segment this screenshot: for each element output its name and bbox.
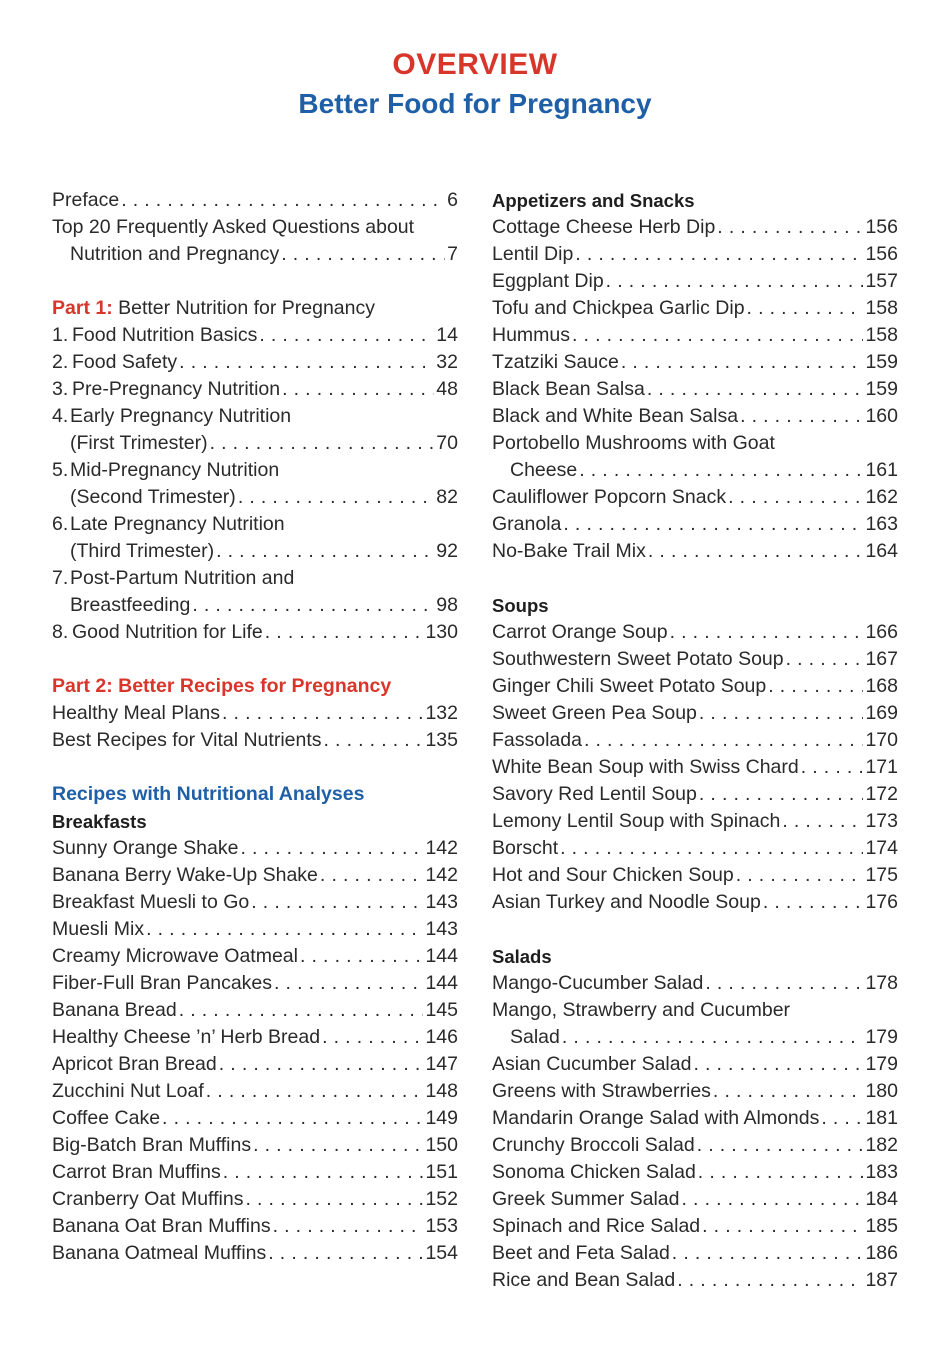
page-number: 152 (425, 1188, 458, 1210)
entry-title: Sweet Green Pea Soup (492, 702, 697, 724)
entry-title: Hot and Sour Chicken Soup (492, 864, 734, 886)
entry-title: Asian Turkey and Noodle Soup (492, 891, 761, 913)
dot-leader (677, 1267, 863, 1294)
dot-leader (563, 511, 863, 538)
toc-entry[interactable] (492, 1186, 898, 1213)
page-number: 149 (425, 1107, 458, 1129)
page-number: 159 (865, 351, 898, 373)
category-heading: Soups (492, 595, 549, 616)
dot-leader (245, 1186, 423, 1213)
toc-entry[interactable] (492, 781, 898, 808)
dot-leader (699, 781, 864, 808)
dot-leader (146, 916, 423, 943)
entry-title: Carrot Orange Soup (492, 621, 668, 643)
entry-title: Healthy Cheese ’n’ Herb Bread (52, 1026, 321, 1048)
toc-entry[interactable] (492, 484, 898, 511)
spacer (52, 754, 458, 781)
entry-title: Fiber-Full Bran Pancakes (52, 972, 273, 994)
entry-title: No-Bake Trail Mix (492, 540, 646, 562)
entry-title: Mandarin Orange Salad with Almonds (492, 1107, 820, 1129)
entry-title: Mid-Pregnancy Nutrition (70, 459, 280, 481)
page-number: 157 (865, 270, 898, 292)
dot-leader (273, 1213, 424, 1240)
entry-title: Beet and Feta Salad (492, 1242, 670, 1264)
entry-title: Lentil Dip (492, 243, 574, 265)
entry-title: Banana Berry Wake-Up Shake (52, 864, 318, 886)
toc-entry[interactable] (492, 403, 898, 430)
toc-entry[interactable] (52, 1132, 458, 1159)
toc-entry[interactable] (52, 241, 458, 268)
entry-number: 4. (52, 405, 69, 427)
dot-leader (713, 1078, 864, 1105)
page-number: 143 (425, 918, 458, 940)
dot-leader (320, 862, 424, 889)
toc-entry[interactable] (492, 457, 898, 484)
dot-leader (324, 727, 424, 754)
entry-title: Cheese (510, 459, 578, 481)
entry-title: Breakfast Muesli to Go (52, 891, 250, 913)
dot-leader (801, 754, 864, 781)
toc-entry-line (52, 565, 458, 592)
toc-entry[interactable] (52, 1159, 458, 1186)
toc-entry-line (52, 457, 458, 484)
dot-leader (210, 430, 435, 457)
dot-leader (747, 295, 864, 322)
toc-entry[interactable] (492, 646, 898, 673)
entry-title: Rice and Bean Salad (492, 1269, 676, 1291)
page-number: 185 (865, 1215, 898, 1237)
toc-entry[interactable] (492, 1051, 898, 1078)
entry-title: Sonoma Chicken Salad (492, 1161, 696, 1183)
dot-leader (121, 187, 445, 214)
toc-entry[interactable] (492, 808, 898, 835)
page-number: 179 (865, 1026, 898, 1048)
toc-entry[interactable] (52, 835, 458, 862)
page-number: 161 (865, 459, 898, 481)
page-number: 166 (865, 621, 898, 643)
toc-entry[interactable] (52, 889, 458, 916)
page-number: 132 (425, 702, 458, 724)
toc-entry[interactable] (492, 241, 898, 268)
dot-leader (728, 484, 863, 511)
page-number: 178 (865, 972, 898, 994)
page-number: 162 (865, 486, 898, 508)
page-number: 146 (425, 1026, 458, 1048)
dot-leader (259, 322, 434, 349)
category-heading: Breakfasts (52, 811, 147, 832)
entry-title: Mango-Cucumber Salad (492, 972, 704, 994)
entry-title: Banana Oatmeal Muffins (52, 1242, 267, 1264)
toc-entry[interactable] (492, 1267, 898, 1294)
entry-title: Early Pregnancy Nutrition (70, 405, 292, 427)
page-number: 167 (865, 648, 898, 670)
entry-title: Nutrition and Pregnancy (70, 243, 280, 265)
toc-entry[interactable] (52, 727, 458, 754)
entry-title: Cranberry Oat Muffins (52, 1188, 244, 1210)
entry-title: Top 20 Frequently Asked Questions about (52, 216, 415, 238)
toc-entry[interactable] (52, 430, 458, 457)
toc-entry[interactable] (52, 349, 458, 376)
spacer (52, 268, 458, 295)
dot-leader (579, 457, 863, 484)
page-number: 82 (436, 486, 458, 508)
toc-entry[interactable] (492, 349, 898, 376)
page-number: 156 (865, 216, 898, 238)
dot-leader (693, 1051, 863, 1078)
dot-leader (282, 376, 434, 403)
entry-number: 6. (52, 513, 69, 535)
entry-title: Food Safety (72, 351, 178, 373)
dot-leader (219, 1051, 424, 1078)
entry-number: 1. (52, 324, 69, 346)
dot-leader (253, 1132, 423, 1159)
dot-leader (698, 1159, 864, 1186)
toc-entry[interactable] (492, 835, 898, 862)
entry-title: Post-Partum Nutrition and (70, 567, 295, 589)
toc-entry[interactable] (52, 970, 458, 997)
entry-title: Muesli Mix (52, 918, 145, 940)
page-number: 171 (865, 756, 898, 778)
toc-entry[interactable] (52, 619, 458, 646)
page-number: 184 (865, 1188, 898, 1210)
dot-leader (216, 538, 434, 565)
toc-entry[interactable] (492, 376, 898, 403)
entry-title: Banana Bread (52, 999, 177, 1021)
entry-title: Cauliflower Popcorn Snack (492, 486, 727, 508)
entry-title: Zucchini Nut Loaf (52, 1080, 204, 1102)
entry-title: Greens with Strawberries (492, 1080, 711, 1102)
page-number: 32 (436, 351, 458, 373)
dot-leader (265, 619, 424, 646)
page-number: 183 (865, 1161, 898, 1183)
entry-title: Big-Batch Bran Muffins (52, 1134, 252, 1156)
entry-title: Food Nutrition Basics (72, 324, 258, 346)
part-label: Part 1: (52, 297, 113, 319)
entry-title: Apricot Bran Bread (52, 1053, 217, 1075)
page-number: 164 (865, 540, 898, 562)
dot-leader (300, 943, 423, 970)
page-number: 158 (865, 324, 898, 346)
page-number: 160 (865, 405, 898, 427)
page-number: 92 (436, 540, 458, 562)
page-number: 130 (425, 621, 458, 643)
dot-leader (251, 889, 423, 916)
entry-title: Granola (492, 513, 562, 535)
dot-leader (281, 241, 445, 268)
page-number: 144 (425, 945, 458, 967)
part-heading: Part 2: Better Recipes for Pregnancy (52, 675, 392, 697)
dot-leader (740, 403, 863, 430)
page-number: 48 (436, 378, 458, 400)
dot-leader (268, 1240, 423, 1267)
page-number: 170 (865, 729, 898, 751)
toc-entry[interactable] (492, 1132, 898, 1159)
page-number: 135 (425, 729, 458, 751)
toc-entry[interactable] (52, 700, 458, 727)
part-heading (52, 295, 458, 322)
entry-title: Portobello Mushrooms with Goat (492, 432, 775, 454)
entry-title: Preface (52, 189, 120, 211)
toc-entry[interactable] (52, 538, 458, 565)
page-number: 148 (425, 1080, 458, 1102)
toc-entry[interactable] (492, 511, 898, 538)
entry-number: 7. (52, 567, 69, 589)
page-number: 186 (865, 1242, 898, 1264)
toc-entry-line (52, 403, 458, 430)
page-number: 151 (425, 1161, 458, 1183)
page-subtitle: Better Food for Pregnancy (298, 88, 652, 119)
page-number: 153 (425, 1215, 458, 1237)
page-number: 175 (865, 864, 898, 886)
page-number: 180 (865, 1080, 898, 1102)
dot-leader (162, 1105, 423, 1132)
spacer (492, 916, 898, 943)
dot-leader (763, 889, 864, 916)
dot-leader (179, 349, 434, 376)
dot-leader (670, 619, 864, 646)
toc-entry[interactable] (492, 862, 898, 889)
part-title: Better Nutrition for Pregnancy (112, 297, 375, 319)
page-number: 187 (865, 1269, 898, 1291)
toc-entry[interactable] (52, 943, 458, 970)
entry-title: Breastfeeding (70, 594, 191, 616)
toc-entry[interactable] (492, 700, 898, 727)
page-title: OVERVIEW (392, 48, 558, 81)
toc-entry[interactable] (52, 1024, 458, 1051)
page-number: 142 (425, 864, 458, 886)
dot-leader (274, 970, 423, 997)
page-number: 144 (425, 972, 458, 994)
toc-entry[interactable] (52, 1105, 458, 1132)
spacer (492, 565, 898, 592)
entry-title: Best Recipes for Vital Nutrients (52, 729, 322, 751)
page-number: 14 (436, 324, 458, 346)
page-number: 172 (865, 783, 898, 805)
toc-entry[interactable] (52, 322, 458, 349)
toc-entry[interactable] (52, 376, 458, 403)
dot-leader (179, 997, 424, 1024)
toc-entry[interactable] (492, 1159, 898, 1186)
entry-title: Eggplant Dip (492, 270, 604, 292)
category-heading: Salads (492, 946, 552, 967)
page-number: 143 (425, 891, 458, 913)
page-number: 150 (425, 1134, 458, 1156)
page-number: 168 (865, 675, 898, 697)
dot-leader (322, 1024, 423, 1051)
entry-title: Greek Summer Salad (492, 1188, 680, 1210)
toc-entry[interactable] (492, 322, 898, 349)
entry-number: 3. (52, 378, 69, 400)
dot-leader (702, 1213, 863, 1240)
toc-entry-line (492, 430, 898, 457)
page-number: 145 (425, 999, 458, 1021)
toc-entry[interactable] (52, 916, 458, 943)
toc-entry[interactable] (52, 997, 458, 1024)
toc-entry[interactable] (492, 754, 898, 781)
entry-title: (Second Trimester) (70, 486, 236, 508)
toc-entry[interactable] (492, 268, 898, 295)
entry-title: Late Pregnancy Nutrition (70, 513, 285, 535)
toc-entry[interactable] (52, 1240, 458, 1267)
toc-entry-line (492, 997, 898, 1024)
dot-leader (786, 646, 864, 673)
page-number: 158 (865, 297, 898, 319)
toc-entry[interactable] (492, 214, 898, 241)
toc-entry[interactable] (492, 673, 898, 700)
section-heading: Recipes with Nutritional Analyses (52, 783, 365, 805)
dot-leader (821, 1105, 863, 1132)
page-number: 163 (865, 513, 898, 535)
dot-leader (717, 214, 863, 241)
entry-title: White Bean Soup with Swiss Chard (492, 756, 799, 778)
page-number: 176 (865, 891, 898, 913)
dot-leader (699, 700, 864, 727)
entry-title: Salad (510, 1026, 560, 1048)
entry-title: Southwestern Sweet Potato Soup (492, 648, 784, 670)
toc-entry[interactable] (492, 1105, 898, 1132)
dot-leader (648, 538, 864, 565)
dot-leader (768, 673, 863, 700)
toc-entry[interactable] (52, 484, 458, 511)
page-number: 182 (865, 1134, 898, 1156)
toc-left-column (52, 187, 458, 1267)
entry-title: Black and White Bean Salsa (492, 405, 739, 427)
page-number: 142 (425, 837, 458, 859)
entry-title: Ginger Chili Sweet Potato Soup (492, 675, 767, 697)
entry-title: Pre-Pregnancy Nutrition (72, 378, 281, 400)
toc-entry[interactable] (52, 1051, 458, 1078)
entry-title: Cottage Cheese Herb Dip (492, 216, 716, 238)
entry-title: Creamy Microwave Oatmeal (52, 945, 298, 967)
entry-title: Spinach and Rice Salad (492, 1215, 701, 1237)
page-number: 147 (425, 1053, 458, 1075)
category-heading: Appetizers and Snacks (492, 190, 695, 211)
entry-title: Crunchy Broccoli Salad (492, 1134, 695, 1156)
toc-entry-line (52, 511, 458, 538)
toc-entry[interactable] (52, 187, 458, 214)
toc-entry-line (52, 214, 458, 241)
toc-entry[interactable] (492, 1240, 898, 1267)
entry-title: Healthy Meal Plans (52, 702, 220, 724)
entry-title: Hummus (492, 324, 571, 346)
dot-leader (584, 727, 863, 754)
dot-leader (223, 1159, 424, 1186)
dot-leader (606, 268, 864, 295)
page-number: 70 (436, 432, 458, 454)
dot-leader (575, 241, 863, 268)
page-number: 156 (865, 243, 898, 265)
dot-leader (192, 592, 434, 619)
entry-number: 8. (52, 621, 69, 643)
entry-title: Asian Cucumber Salad (492, 1053, 692, 1075)
toc-entry[interactable] (52, 1186, 458, 1213)
dot-leader (238, 484, 434, 511)
entry-title: Borscht (492, 837, 559, 859)
toc-entry[interactable] (492, 1213, 898, 1240)
dot-leader (682, 1186, 864, 1213)
toc-entry[interactable] (492, 1078, 898, 1105)
dot-leader (560, 835, 863, 862)
page-number: 6 (447, 189, 458, 211)
toc-entry[interactable] (492, 889, 898, 916)
toc-entry[interactable] (52, 862, 458, 889)
page-number: 173 (865, 810, 898, 832)
dot-leader (697, 1132, 864, 1159)
page-number: 181 (865, 1107, 898, 1129)
toc-entry[interactable] (492, 1024, 898, 1051)
toc-entry[interactable] (492, 727, 898, 754)
toc-entry[interactable] (492, 295, 898, 322)
toc-right-column (492, 187, 898, 1294)
entry-title: (First Trimester) (70, 432, 208, 454)
entry-title: Lemony Lentil Soup with Spinach (492, 810, 781, 832)
toc-entry[interactable] (492, 970, 898, 997)
page-number: 169 (865, 702, 898, 724)
entry-title: Black Bean Salsa (492, 378, 645, 400)
dot-leader (562, 1024, 864, 1051)
page-number: 98 (436, 594, 458, 616)
dot-leader (705, 970, 863, 997)
entry-title: Banana Oat Bran Muffins (52, 1215, 271, 1237)
entry-number: 2. (52, 351, 69, 373)
dot-leader (782, 808, 863, 835)
dot-leader (672, 1240, 864, 1267)
entry-title: Tofu and Chickpea Garlic Dip (492, 297, 745, 319)
page-number: 7 (447, 243, 458, 265)
entry-number: 5. (52, 459, 69, 481)
page-number: 154 (425, 1242, 458, 1264)
entry-title: Tzatziki Sauce (492, 351, 619, 373)
dot-leader (572, 322, 863, 349)
page-number: 174 (865, 837, 898, 859)
entry-title: Fassolada (492, 729, 582, 751)
entry-title: Savory Red Lentil Soup (492, 783, 697, 805)
toc-entry[interactable] (492, 538, 898, 565)
dot-leader (222, 700, 423, 727)
entry-title: Sunny Orange Shake (52, 837, 239, 859)
entry-title: Coffee Cake (52, 1107, 161, 1129)
page-number: 159 (865, 378, 898, 400)
entry-title: Carrot Bran Muffins (52, 1161, 221, 1183)
entry-title: Mango, Strawberry and Cucumber (492, 999, 791, 1021)
toc-entry[interactable] (52, 1213, 458, 1240)
toc-entry[interactable] (52, 1078, 458, 1105)
entry-title: Good Nutrition for Life (72, 621, 263, 643)
dot-leader (621, 349, 864, 376)
spacer (52, 646, 458, 673)
dot-leader (206, 1078, 424, 1105)
page-number: 179 (865, 1053, 898, 1075)
toc-entry[interactable] (52, 592, 458, 619)
dot-leader (240, 835, 423, 862)
entry-title: (Third Trimester) (70, 540, 215, 562)
dot-leader (647, 376, 864, 403)
toc-entry[interactable] (492, 619, 898, 646)
dot-leader (736, 862, 864, 889)
